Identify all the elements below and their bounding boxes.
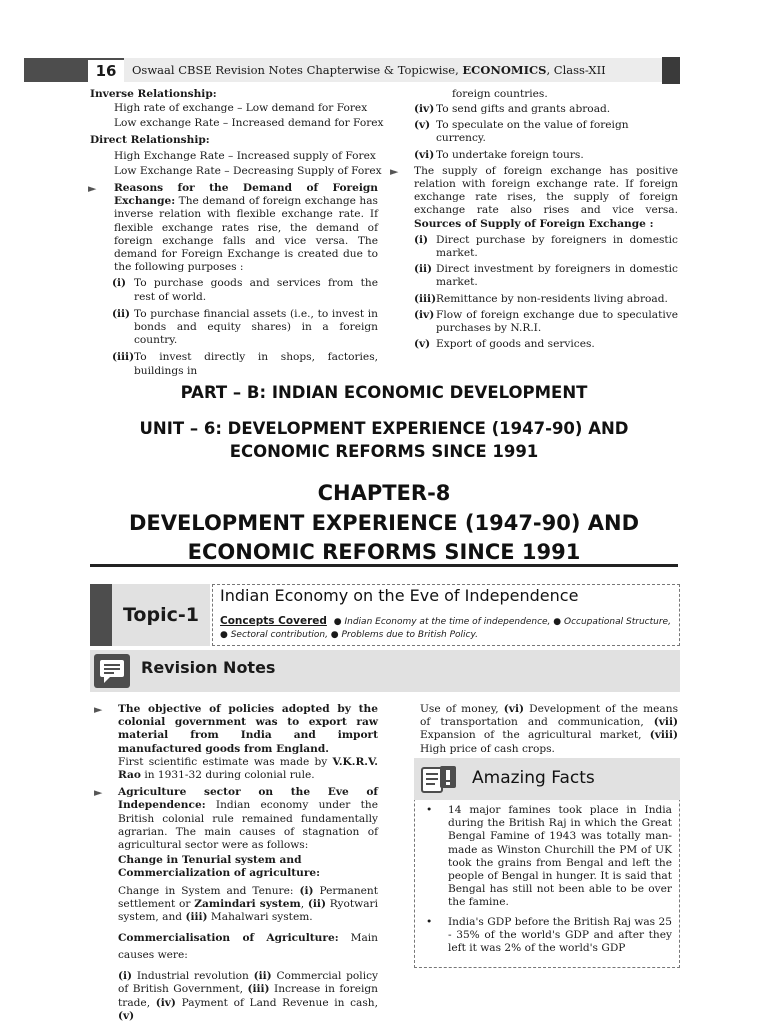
item-label: (iii)	[112, 351, 135, 364]
list-item	[414, 293, 678, 306]
bottom-left-column	[94, 703, 378, 1023]
roman-label: (viii)	[649, 729, 678, 742]
agriculture-bold: Agriculture sector on the Eve of Independence:	[118, 786, 378, 812]
supply-text: The supply of foreign exchange has positive relation with foreign exchange rate. If foreign exchange rate rises, the supply of foreign exchange rate also rises and vice versa.	[414, 164, 678, 217]
item-text: Export of goods and services.	[436, 338, 595, 351]
causes-text: Payment of Land Revenue in cash,	[175, 996, 378, 1009]
item-text: Flow of foreign exchange due to speculative purchases by N.R.I.	[436, 308, 678, 335]
notes-icon	[94, 654, 130, 688]
roman-label: (iii)	[185, 911, 208, 924]
roman-label: (i)	[299, 884, 314, 897]
item-text: Direct purchase by foreigners in domestic market.	[436, 233, 678, 260]
item-text: Direct investment by foreigners in domestic market.	[436, 263, 678, 289]
unit-heading-line-1: UNIT – 6: DEVELOPMENT EXPERIENCE (1947-90) AND	[139, 419, 629, 438]
reasons-text: The demand of foreign exchange has inverse relation with flexible exchange rate. If flexible exchange rates rise, the demand of foreign exchange falls and vice versa. The demand for Foreign Exchange is created due to the following purposes :	[114, 195, 378, 274]
roman-label: (vii)	[653, 716, 678, 729]
roman-label: (iv)	[155, 996, 176, 1009]
top-right-column	[390, 88, 678, 351]
topic-dark-strip	[90, 584, 112, 646]
header-title-suffix: , Class-XII	[546, 63, 606, 77]
estimate-paragraph	[118, 756, 378, 782]
list-item	[414, 338, 678, 351]
item-text: To invest directly in shops, factories, buildings in	[134, 351, 378, 377]
arrow-bullet-icon: ►	[94, 786, 103, 800]
list-item	[414, 234, 678, 260]
roman-label: (v)	[118, 1009, 135, 1022]
item-label: (iv)	[414, 103, 435, 115]
causes-text: High price of cash crops.	[420, 742, 555, 755]
fact-item	[426, 916, 672, 956]
arrow-bullet-icon: ►	[390, 164, 399, 178]
item-label: (iv)	[414, 308, 435, 321]
bullet-dot-icon: •	[426, 804, 433, 816]
item-text: Remittance by non-residents living abroad.	[436, 292, 668, 305]
page-number: 16	[88, 60, 124, 82]
commercialisation-text: Main causes were:	[118, 932, 378, 962]
topic-title: Indian Economy on the Eve of Independence	[220, 586, 579, 605]
change-text: Mahalwari system.	[207, 911, 313, 924]
change-text: Ryotwari system, and	[118, 897, 378, 924]
chapter-title-line-2: ECONOMIC REFORMS SINCE 1991	[187, 540, 581, 564]
continued-text: foreign countries.	[452, 88, 548, 100]
item-label: (ii)	[112, 307, 131, 320]
list-item	[112, 351, 378, 377]
concepts-covered	[220, 615, 672, 642]
direct-line-1: High Exchange Rate – Increased supply of Forex	[114, 150, 376, 162]
inverse-line-1: High rate of exchange – Low demand for Forex	[114, 102, 368, 114]
inverse-line-2: Low exchange Rate – Increased demand for Forex	[114, 117, 384, 129]
estimate-text-a: First scientific estimate was made by	[118, 755, 333, 768]
inverse-title: Inverse Relationship:	[90, 88, 217, 100]
item-label: (v)	[414, 119, 431, 132]
revision-notes-title: Revision Notes	[141, 658, 276, 677]
zamindari-term: Zamindari system	[194, 897, 301, 910]
fact-text: 14 major famines took place in India during the British Raj in which the Great Bengal Famine of 1943 was totally man-made as Winston Churchill the PM of UK took the grains from Bengal and left the people of Bengal in hunger. It is said that Bengal has still not been able to be over the famine.	[448, 804, 672, 909]
roman-label: (ii)	[307, 897, 326, 910]
direct-title: Direct Relationship:	[90, 134, 210, 146]
item-label: (vi)	[414, 148, 435, 161]
list-item	[112, 277, 378, 303]
running-header	[132, 60, 606, 80]
change-text: Permanent settlement or	[118, 884, 378, 910]
causes-text: Expansion of the agricultural market,	[420, 729, 650, 742]
causes-text: Industrial revolution	[132, 970, 254, 983]
direct-line-2: Low Exchange Rate – Decreasing Supply of Forex	[114, 165, 382, 177]
fact-item	[426, 804, 672, 910]
fact-text: India's GDP before the British Raj was 25 - 35% of the world's GDP and after they left it was 2% of the world's GDP	[448, 915, 672, 955]
amazing-facts-list	[426, 804, 672, 961]
supply-bold: Sources of Supply of Foreign Exchange :	[414, 217, 654, 230]
reasons-paragraph	[90, 182, 378, 274]
item-label: (v)	[414, 338, 431, 351]
causes-text: Commercial policy of British Government,	[118, 970, 378, 996]
objective-bold: The objective of policies adopted by the colonial government was to export raw material from India and import manufactured goods from England.	[118, 703, 378, 755]
causes-text: Development of the means of transportation and communication,	[420, 703, 679, 729]
estimate-name: V.K.R.V. Rao	[118, 755, 378, 782]
item-text: To send gifts and grants abroad.	[436, 103, 611, 115]
reasons-bold: Reasons for the Demand of Foreign Exchange:	[114, 182, 378, 208]
change-heading: Change in Tenurial system and Commercialization of agriculture:	[118, 854, 321, 880]
change-text: ,	[300, 897, 308, 910]
item-text: To speculate on the value of foreign currency.	[436, 119, 629, 145]
agriculture-text: Indian economy under the British colonial rule remained fundamentally agrarian. The main causes of stagnation of agricultural sector were as follows:	[118, 799, 378, 852]
roman-label: (vi)	[503, 703, 524, 715]
causes-text: Increase in foreign trade,	[118, 983, 378, 1009]
header-title-bold: ECONOMICS	[462, 63, 547, 77]
roman-label: (ii)	[253, 970, 272, 983]
chapter-title-line-1: DEVELOPMENT EXPERIENCE (1947-90) AND	[128, 511, 640, 535]
list-item	[112, 308, 378, 348]
estimate-text-c: in 1931-32 during colonial rule.	[140, 769, 315, 782]
roman-label: (iii)	[247, 983, 270, 996]
item-label: (i)	[112, 277, 127, 290]
arrow-bullet-icon: ►	[88, 182, 97, 195]
arrow-bullet-icon: ►	[94, 703, 103, 716]
commercialisation-bold: Commercialisation of Agriculture:	[118, 932, 339, 945]
unit-heading-line-2: ECONOMIC REFORMS SINCE 1991	[229, 442, 539, 461]
causes-text: Use of money,	[420, 703, 504, 715]
header-title-prefix: Oswaal CBSE Revision Notes Chapterwise & Topicwise,	[132, 63, 463, 77]
supply-paragraph	[390, 164, 678, 231]
list-item	[414, 119, 678, 145]
top-left-column	[88, 88, 384, 378]
item-text: To purchase financial assets (i.e., to invest in bonds and equity shares) in a foreign country.	[134, 307, 378, 347]
supply-sources-list	[414, 234, 678, 352]
item-text: To undertake foreign tours.	[436, 148, 584, 161]
bullet-dot-icon: •	[426, 915, 433, 928]
item-label: (i)	[414, 233, 429, 246]
concepts-label: Concepts Covered	[220, 615, 327, 627]
objective-paragraph	[94, 703, 378, 756]
list-item	[414, 103, 678, 116]
item-label: (ii)	[414, 263, 433, 276]
commercialisation-paragraph	[118, 930, 378, 964]
amazing-facts-title: Amazing Facts	[472, 768, 595, 788]
item-label: (iii)	[414, 292, 437, 305]
list-item	[414, 309, 678, 335]
part-heading: PART – B: INDIAN ECONOMIC DEVELOPMENT	[180, 383, 588, 402]
facts-book-icon	[420, 764, 460, 796]
header-right-tab	[662, 57, 680, 84]
change-paragraph	[118, 885, 378, 925]
concepts-text: ● Indian Economy at the time of independence, ● Occupational Structure, ● Sectoral contribution, ● Problems due to British Policy.	[220, 617, 671, 640]
bottom-right-paragraph	[420, 703, 678, 756]
causes-paragraph	[118, 970, 378, 1023]
agriculture-paragraph	[94, 786, 378, 852]
list-item	[414, 263, 678, 289]
chapter-number: CHAPTER-8	[317, 481, 451, 505]
item-text: To purchase goods and services from the rest of world.	[134, 277, 378, 303]
list-item	[414, 149, 678, 162]
change-text: Change in System and Tenure:	[118, 884, 300, 897]
topic-label: Topic-1	[112, 584, 210, 646]
roman-label: (i)	[118, 970, 133, 983]
chapter-rule	[90, 564, 678, 567]
demand-purposes-list	[90, 277, 378, 377]
